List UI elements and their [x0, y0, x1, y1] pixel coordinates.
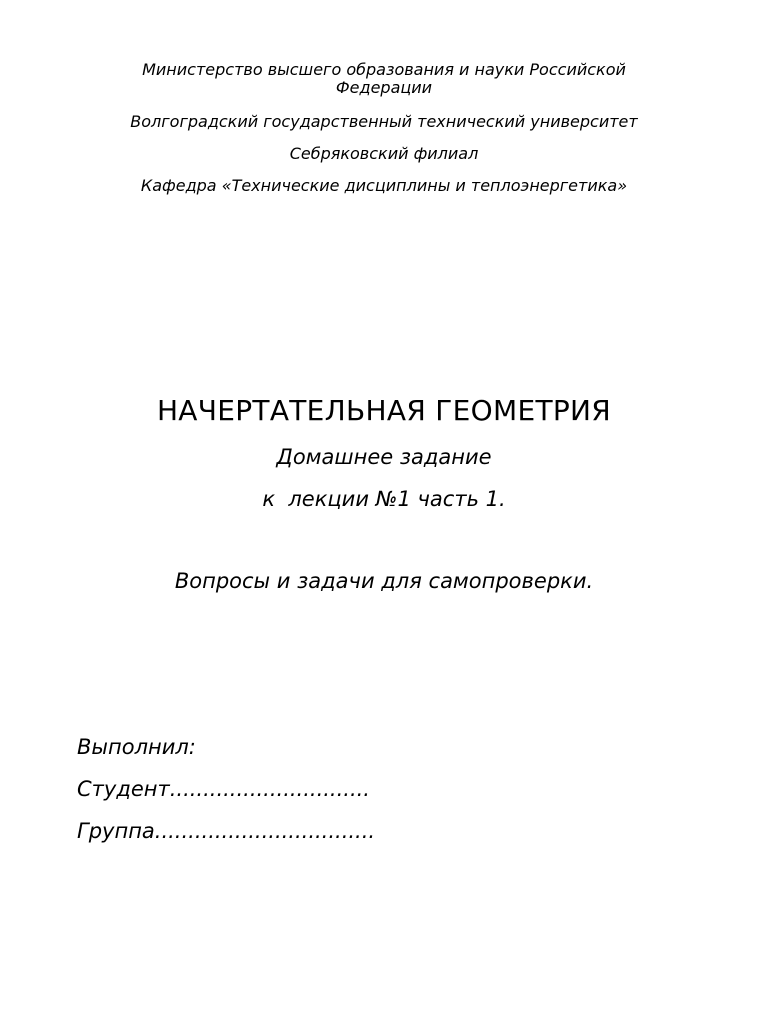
branch-name: Себряковский филиал [289, 144, 479, 163]
group-line: Группа................................. [77, 819, 376, 843]
university-name: Волгоградский государственный технический университет [130, 112, 638, 131]
ministry-name: Министерство высшего образования и науки Российской Федерации [142, 60, 626, 97]
questions-heading: Вопросы и задачи для самопроверки. [174, 569, 594, 593]
student-line: Студент.............................. [77, 777, 370, 801]
completed-by-label: Выполнил: [77, 735, 196, 759]
department-name: Кафедра «Технические дисциплины и теплоэнергетика» [140, 176, 628, 195]
document-title: НАЧЕРТАТЕЛЬНАЯ ГЕОМЕТРИЯ [156, 394, 612, 427]
lecture-reference: к лекции №1 часть 1. [262, 487, 506, 511]
assignment-type: Домашнее задание [276, 445, 492, 469]
